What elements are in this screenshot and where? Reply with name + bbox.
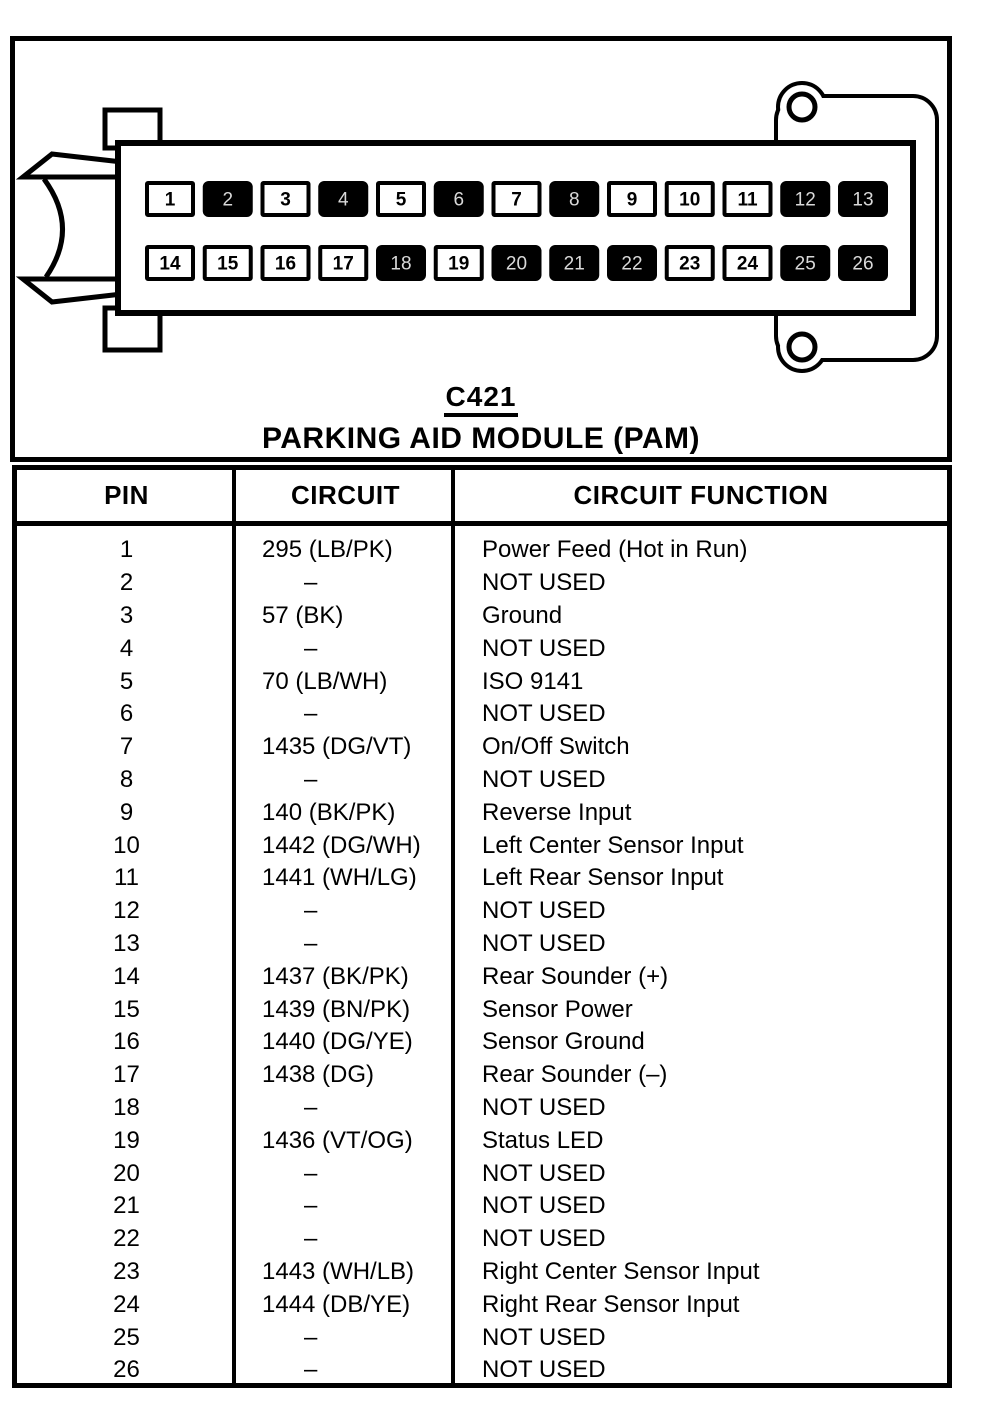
svg-text:8: 8 xyxy=(568,189,580,211)
pinout-table xyxy=(12,465,952,1388)
table-row-pin-2 xyxy=(17,567,947,600)
circuit-function-cell: NOT USED xyxy=(482,1356,606,1384)
circuit-cell: – xyxy=(304,1323,318,1351)
pin-cell: 25 xyxy=(113,1323,140,1351)
svg-text:25: 25 xyxy=(794,253,816,275)
circuit-cell: 1440 (DG/YE) xyxy=(262,1028,413,1056)
table-row-pin-21 xyxy=(17,1190,947,1223)
circuit-cell: 1442 (DG/WH) xyxy=(262,831,421,859)
circuit-cell: – xyxy=(304,1093,318,1121)
pin-1 xyxy=(147,183,193,215)
svg-text:17: 17 xyxy=(332,253,354,275)
table-row-pin-22 xyxy=(17,1223,947,1256)
pin-cell: 16 xyxy=(113,1028,140,1056)
circuit-function-cell: NOT USED xyxy=(482,634,606,662)
header-circuit-function: CIRCUIT FUNCTION xyxy=(573,480,829,510)
svg-text:7: 7 xyxy=(511,189,522,211)
table-row-pin-15 xyxy=(17,993,947,1026)
table-row-pin-6 xyxy=(17,698,947,731)
connector-id: C421 xyxy=(444,383,519,417)
circuit-function-cell: Rear Sounder (+) xyxy=(482,962,669,990)
circuit-cell: 57 (BK) xyxy=(262,601,344,629)
pin-4 xyxy=(320,183,366,215)
table-row-pin-1 xyxy=(17,534,947,567)
circuit-function-cell: On/Off Switch xyxy=(482,733,630,761)
pin-23 xyxy=(667,247,713,279)
table-row-pin-3 xyxy=(17,600,947,633)
pin-8 xyxy=(551,183,597,215)
table-row-pin-8 xyxy=(17,764,947,797)
pin-6 xyxy=(436,183,482,215)
header-pin: PIN xyxy=(104,480,149,510)
svg-text:4: 4 xyxy=(337,189,349,211)
table-row-pin-5 xyxy=(17,665,947,698)
circuit-function-cell: NOT USED xyxy=(482,897,606,925)
table-row-pin-7 xyxy=(17,731,947,764)
table-header-row xyxy=(17,470,947,526)
circuit-function-cell: Right Rear Sensor Input xyxy=(482,1290,740,1318)
circuit-cell: – xyxy=(304,765,318,793)
circuit-function-cell: NOT USED xyxy=(482,700,606,728)
circuit-function-cell: Status LED xyxy=(482,1126,604,1154)
circuit-cell: – xyxy=(304,929,318,957)
column-divider xyxy=(232,470,236,1383)
pin-12 xyxy=(782,183,828,215)
mounting-hole-top-icon xyxy=(789,94,815,120)
pin-cell: 17 xyxy=(113,1061,140,1089)
circuit-cell: – xyxy=(304,1192,318,1220)
pin-cell: 15 xyxy=(113,995,140,1023)
pin-18 xyxy=(378,247,424,279)
svg-text:14: 14 xyxy=(159,253,181,275)
circuit-cell: 1438 (DG) xyxy=(262,1061,375,1089)
circuit-cell: – xyxy=(304,1225,318,1253)
pin-cell: 14 xyxy=(113,962,140,990)
svg-text:22: 22 xyxy=(621,253,643,275)
wire-harness-arrow xyxy=(23,154,122,302)
circuit-cell: – xyxy=(304,897,318,925)
circuit-function-cell: Sensor Ground xyxy=(482,1028,645,1056)
svg-text:21: 21 xyxy=(563,253,585,275)
table-row-pin-12 xyxy=(17,895,947,928)
table-row-pin-23 xyxy=(17,1256,947,1289)
pin-11 xyxy=(725,183,771,215)
circuit-cell: 1436 (VT/OG) xyxy=(262,1126,413,1154)
svg-text:19: 19 xyxy=(448,253,470,275)
pin-cell: 21 xyxy=(113,1192,140,1220)
circuit-cell: 1441 (WH/LG) xyxy=(262,864,417,892)
table-row-pin-9 xyxy=(17,796,947,829)
circuit-cell: – xyxy=(304,634,318,662)
circuit-cell: 1435 (DG/VT) xyxy=(262,733,412,761)
pin-7 xyxy=(494,183,540,215)
pin-16 xyxy=(263,247,309,279)
circuit-cell: 295 (LB/PK) xyxy=(262,536,393,564)
pin-21 xyxy=(551,247,597,279)
pin-cell: 20 xyxy=(113,1159,140,1187)
pin-cell: 1 xyxy=(119,536,134,564)
svg-text:3: 3 xyxy=(280,189,291,211)
pin-14 xyxy=(147,247,193,279)
table-row-pin-20 xyxy=(17,1157,947,1190)
circuit-function-cell: Rear Sounder (–) xyxy=(482,1061,668,1089)
svg-text:16: 16 xyxy=(274,253,297,275)
circuit-cell: 70 (LB/WH) xyxy=(262,667,388,695)
pin-9 xyxy=(609,183,655,215)
table-row-pin-18 xyxy=(17,1092,947,1125)
svg-text:12: 12 xyxy=(794,189,816,211)
svg-text:9: 9 xyxy=(626,189,638,211)
circuit-cell: – xyxy=(304,1159,318,1187)
circuit-cell: 1439 (BN/PK) xyxy=(262,995,411,1023)
circuit-function-cell: Right Center Sensor Input xyxy=(482,1257,760,1285)
pin-3 xyxy=(263,183,309,215)
pin-cell: 8 xyxy=(119,765,134,793)
svg-text:13: 13 xyxy=(852,189,874,211)
table-row-pin-11 xyxy=(17,862,947,895)
connector-name: PARKING AID MODULE (PAM) xyxy=(261,422,701,455)
pin-cell: 10 xyxy=(113,831,140,859)
table-row-pin-19 xyxy=(17,1124,947,1157)
svg-text:20: 20 xyxy=(505,253,528,275)
circuit-function-cell: Left Center Sensor Input xyxy=(482,831,744,859)
pin-cell: 24 xyxy=(113,1290,140,1318)
pin-cell: 2 xyxy=(119,569,134,597)
pin-cell: 23 xyxy=(113,1257,140,1285)
pin-17 xyxy=(320,247,366,279)
pin-5 xyxy=(378,183,424,215)
circuit-function-cell: ISO 9141 xyxy=(482,667,584,695)
circuit-cell: 1437 (BK/PK) xyxy=(262,962,409,990)
circuit-function-cell: NOT USED xyxy=(482,1225,606,1253)
pin-cell: 6 xyxy=(119,700,134,728)
pin-10 xyxy=(667,183,713,215)
svg-text:1: 1 xyxy=(164,189,176,211)
circuit-function-cell: Sensor Power xyxy=(482,995,633,1023)
pin-cell: 7 xyxy=(119,733,134,761)
circuit-function-cell: NOT USED xyxy=(482,569,606,597)
table-row-pin-16 xyxy=(17,1026,947,1059)
table-row-pin-14 xyxy=(17,960,947,993)
table-row-pin-13 xyxy=(17,928,947,961)
pin-cell: 12 xyxy=(113,897,140,925)
pin-15 xyxy=(205,247,251,279)
title-block xyxy=(10,383,952,454)
svg-text:2: 2 xyxy=(222,189,234,211)
circuit-function-cell: NOT USED xyxy=(482,1159,606,1187)
svg-text:5: 5 xyxy=(395,189,407,211)
pin-cell: 19 xyxy=(113,1126,140,1154)
pin-25 xyxy=(782,247,828,279)
circuit-cell: – xyxy=(304,700,318,728)
circuit-function-cell: Ground xyxy=(482,601,563,629)
svg-text:18: 18 xyxy=(390,253,412,275)
pin-cell: 4 xyxy=(119,634,134,662)
circuit-function-cell: NOT USED xyxy=(482,1323,606,1351)
table-row-pin-25 xyxy=(17,1321,947,1354)
pin-cell: 18 xyxy=(113,1093,140,1121)
pin-26 xyxy=(840,247,886,279)
svg-text:11: 11 xyxy=(737,189,758,211)
circuit-function-cell: Left Rear Sensor Input xyxy=(482,864,724,892)
column-divider xyxy=(451,470,455,1383)
circuit-cell: 140 (BK/PK) xyxy=(262,798,396,826)
circuit-function-cell: NOT USED xyxy=(482,765,606,793)
table-row-pin-4 xyxy=(17,632,947,665)
table-row-pin-26 xyxy=(17,1354,947,1387)
circuit-cell: – xyxy=(304,569,318,597)
pin-20 xyxy=(494,247,540,279)
circuit-function-cell: Power Feed (Hot in Run) xyxy=(482,536,748,564)
pin-cell: 3 xyxy=(119,601,134,629)
svg-text:26: 26 xyxy=(852,253,874,275)
pin-24 xyxy=(725,247,771,279)
pin-cell: 5 xyxy=(119,667,134,695)
circuit-function-cell: NOT USED xyxy=(482,929,606,957)
pin-13 xyxy=(840,183,886,215)
table-row-pin-17 xyxy=(17,1059,947,1092)
svg-text:6: 6 xyxy=(453,189,465,211)
svg-text:23: 23 xyxy=(679,253,701,275)
circuit-function-cell: Reverse Input xyxy=(482,798,632,826)
pin-19 xyxy=(436,247,482,279)
pin-cell: 11 xyxy=(114,864,139,892)
header-circuit: CIRCUIT xyxy=(291,480,400,510)
svg-text:10: 10 xyxy=(679,189,701,211)
pin-cell: 22 xyxy=(113,1225,140,1253)
pin-2 xyxy=(205,183,251,215)
svg-text:24: 24 xyxy=(736,253,759,275)
circuit-cell: 1443 (WH/LB) xyxy=(262,1257,415,1285)
table-body xyxy=(17,526,947,1387)
table-row-pin-24 xyxy=(17,1288,947,1321)
mounting-hole-bottom-icon xyxy=(789,334,815,360)
connector-body xyxy=(118,143,913,313)
circuit-cell: – xyxy=(304,1356,318,1384)
circuit-cell: 1444 (DB/YE) xyxy=(262,1290,411,1318)
circuit-function-cell: NOT USED xyxy=(482,1093,606,1121)
pin-cell: 9 xyxy=(119,798,134,826)
pin-cell: 26 xyxy=(113,1356,140,1384)
pin-22 xyxy=(609,247,655,279)
table-row-pin-10 xyxy=(17,829,947,862)
pin-cell: 13 xyxy=(113,929,140,957)
circuit-function-cell: NOT USED xyxy=(482,1192,606,1220)
svg-text:15: 15 xyxy=(217,253,239,275)
